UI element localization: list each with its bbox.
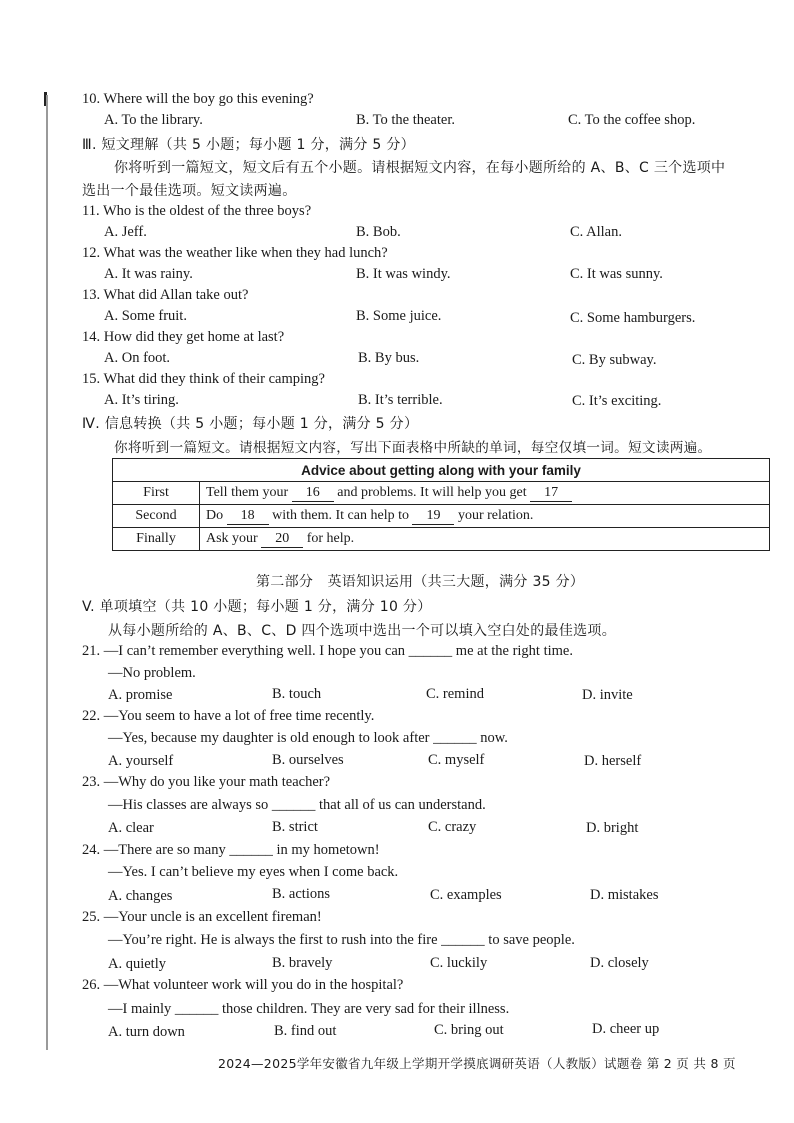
table-header: Advice about getting along with your family	[113, 459, 770, 482]
question-13-stem: 13. What did Allan take out?	[82, 287, 249, 303]
q11-option-c: C. Allan.	[570, 224, 622, 240]
q26-option-a: A. turn down	[108, 1024, 185, 1040]
q25-option-d: D. closely	[590, 955, 649, 971]
row-text: Do	[206, 507, 224, 523]
q15-option-c: C. It’s exciting.	[572, 393, 662, 409]
question-12-stem: 12. What was the weather like when they had lunch?	[82, 245, 388, 261]
row-label: Second	[113, 505, 200, 528]
page-footer: 2024—2025学年安徽省九年级上学期开学摸底调研英语（人教版）试题卷 第 2 页 共 8 页	[218, 1056, 736, 1071]
q14-option-a: A. On foot.	[104, 350, 171, 366]
info-conversion-table	[112, 458, 770, 551]
q24-option-c: C. examples	[430, 887, 502, 903]
q23-option-d: D. bright	[586, 820, 639, 836]
question-22-line-2: —Yes, because my daughter is old enough to look after ______ now.	[108, 730, 508, 746]
q22-option-a: A. yourself	[108, 753, 174, 769]
q23-option-a: A. clear	[108, 820, 154, 836]
section-4-title: Ⅳ. 信息转换（共 5 小题；每小题 1 分，满分 5 分）	[82, 416, 419, 432]
answer-blank-18: 18	[227, 508, 269, 525]
q22-option-c: C. myself	[428, 752, 485, 768]
question-21-line-2: —No problem.	[108, 665, 196, 681]
q23-option-b: B. strict	[272, 819, 318, 835]
row-content	[200, 505, 770, 528]
q12-option-b: B. It was windy.	[356, 266, 451, 282]
q23-option-c: C. crazy	[428, 819, 477, 835]
q12-option-a: A. It was rainy.	[104, 266, 193, 282]
row-text: your relation.	[457, 507, 534, 523]
q24-option-a: A. changes	[108, 888, 173, 904]
section-3-title: Ⅲ. 短文理解（共 5 小题；每小题 1 分，满分 5 分）	[82, 137, 415, 153]
question-22-line-1: 22. —You seem to have a lot of free time recently.	[82, 708, 375, 724]
q21-option-a: A. promise	[108, 687, 173, 703]
section-5-instruction: 从每小题所给的 A、B、C、D 四个选项中选出一个可以填入空白处的最佳选项。	[108, 623, 617, 639]
question-25-line-2: —You’re right. He is always the first to rush into the fire ______ to save people.	[108, 932, 575, 948]
q21-option-c: C. remind	[426, 686, 484, 702]
answer-blank-20: 20	[261, 531, 303, 548]
q13-option-a: A. Some fruit.	[104, 308, 187, 324]
binding-margin-line	[46, 95, 48, 1050]
row-label: Finally	[113, 528, 200, 551]
q12-option-c: C. It was sunny.	[570, 266, 663, 282]
q25-option-b: B. bravely	[272, 955, 333, 971]
q10-option-a: A. To the library.	[104, 112, 203, 128]
q26-option-d: D. cheer up	[592, 1021, 660, 1037]
q15-option-b: B. It’s terrible.	[358, 392, 443, 408]
row-label: First	[113, 482, 200, 505]
question-26-line-2: —I mainly ______ those children. They are very sad for their illness.	[108, 1001, 510, 1017]
answer-blank-17: 17	[530, 485, 572, 502]
q14-option-c: C. By subway.	[572, 352, 657, 368]
q25-option-c: C. luckily	[430, 955, 488, 971]
question-26-line-1: 26. —What volunteer work will you do in the hospital?	[82, 977, 404, 993]
q22-option-b: B. ourselves	[272, 752, 344, 768]
q26-option-b: B. find out	[274, 1023, 337, 1039]
q26-option-c: C. bring out	[434, 1022, 504, 1038]
answer-blank-19: 19	[412, 508, 454, 525]
row-text: and problems. It will help you get	[337, 484, 527, 500]
q24-option-b: B. actions	[272, 886, 330, 902]
row-content	[200, 528, 770, 551]
row-text: Tell them your	[206, 484, 289, 500]
section-4-instruction: 你将听到一篇短文。请根据短文内容，写出下面表格中所缺的单词，每空仅填一词。短文读两遍。	[114, 440, 712, 456]
q24-option-d: D. mistakes	[590, 887, 659, 903]
table-header-row	[113, 459, 770, 482]
section-3-instruction-2: 选出一个最佳选项。短文读两遍。	[82, 183, 297, 199]
row-content	[200, 482, 770, 505]
q10-option-c: C. To the coffee shop.	[568, 112, 696, 128]
row-text: for help.	[306, 530, 355, 546]
row-text: Ask your	[206, 530, 258, 546]
section-5-title: V. 单项填空（共 10 小题；每小题 1 分，满分 10 分）	[82, 599, 432, 615]
q21-option-d: D. invite	[582, 687, 633, 703]
section-3-instruction-1: 你将听到一篇短文，短文后有五个小题。请根据短文内容，在每小题所给的 A、B、C 三个选项中	[114, 160, 726, 176]
q13-option-c: C. Some hamburgers.	[570, 310, 696, 326]
question-14-stem: 14. How did they get home at last?	[82, 329, 285, 345]
question-21-line-1: 21. —I can’t remember everything well. I hope you can ______ me at the right time.	[82, 643, 573, 659]
q11-option-b: B. Bob.	[356, 224, 401, 240]
table-row	[113, 505, 770, 528]
q25-option-a: A. quietly	[108, 956, 166, 972]
question-15-stem: 15. What did they think of their camping?	[82, 371, 325, 387]
question-10-stem: 10. Where will the boy go this evening?	[82, 91, 314, 107]
table-row	[113, 482, 770, 505]
question-23-line-2: —His classes are always so ______ that all of us can understand.	[108, 797, 486, 813]
question-24-line-2: —Yes. I can’t believe my eyes when I come back.	[108, 864, 399, 880]
question-23-line-1: 23. —Why do you like your math teacher?	[82, 774, 331, 790]
answer-blank-16: 16	[292, 485, 334, 502]
question-11-stem: 11. Who is the oldest of the three boys?	[82, 203, 312, 219]
table-row	[113, 528, 770, 551]
q13-option-b: B. Some juice.	[356, 308, 442, 324]
row-text: with them. It can help to	[272, 507, 409, 523]
q22-option-d: D. herself	[584, 753, 642, 769]
question-25-line-1: 25. —Your uncle is an excellent fireman!	[82, 909, 322, 925]
part-2-title: 第二部分 英语知识运用（共三大题，满分 35 分）	[256, 574, 585, 590]
q10-option-b: B. To the theater.	[356, 112, 455, 128]
q11-option-a: A. Jeff.	[104, 224, 147, 240]
q15-option-a: A. It’s tiring.	[104, 392, 179, 408]
q21-option-b: B. touch	[272, 686, 322, 702]
question-24-line-1: 24. —There are so many ______ in my hometown!	[82, 842, 380, 858]
q14-option-b: B. By bus.	[358, 350, 420, 366]
